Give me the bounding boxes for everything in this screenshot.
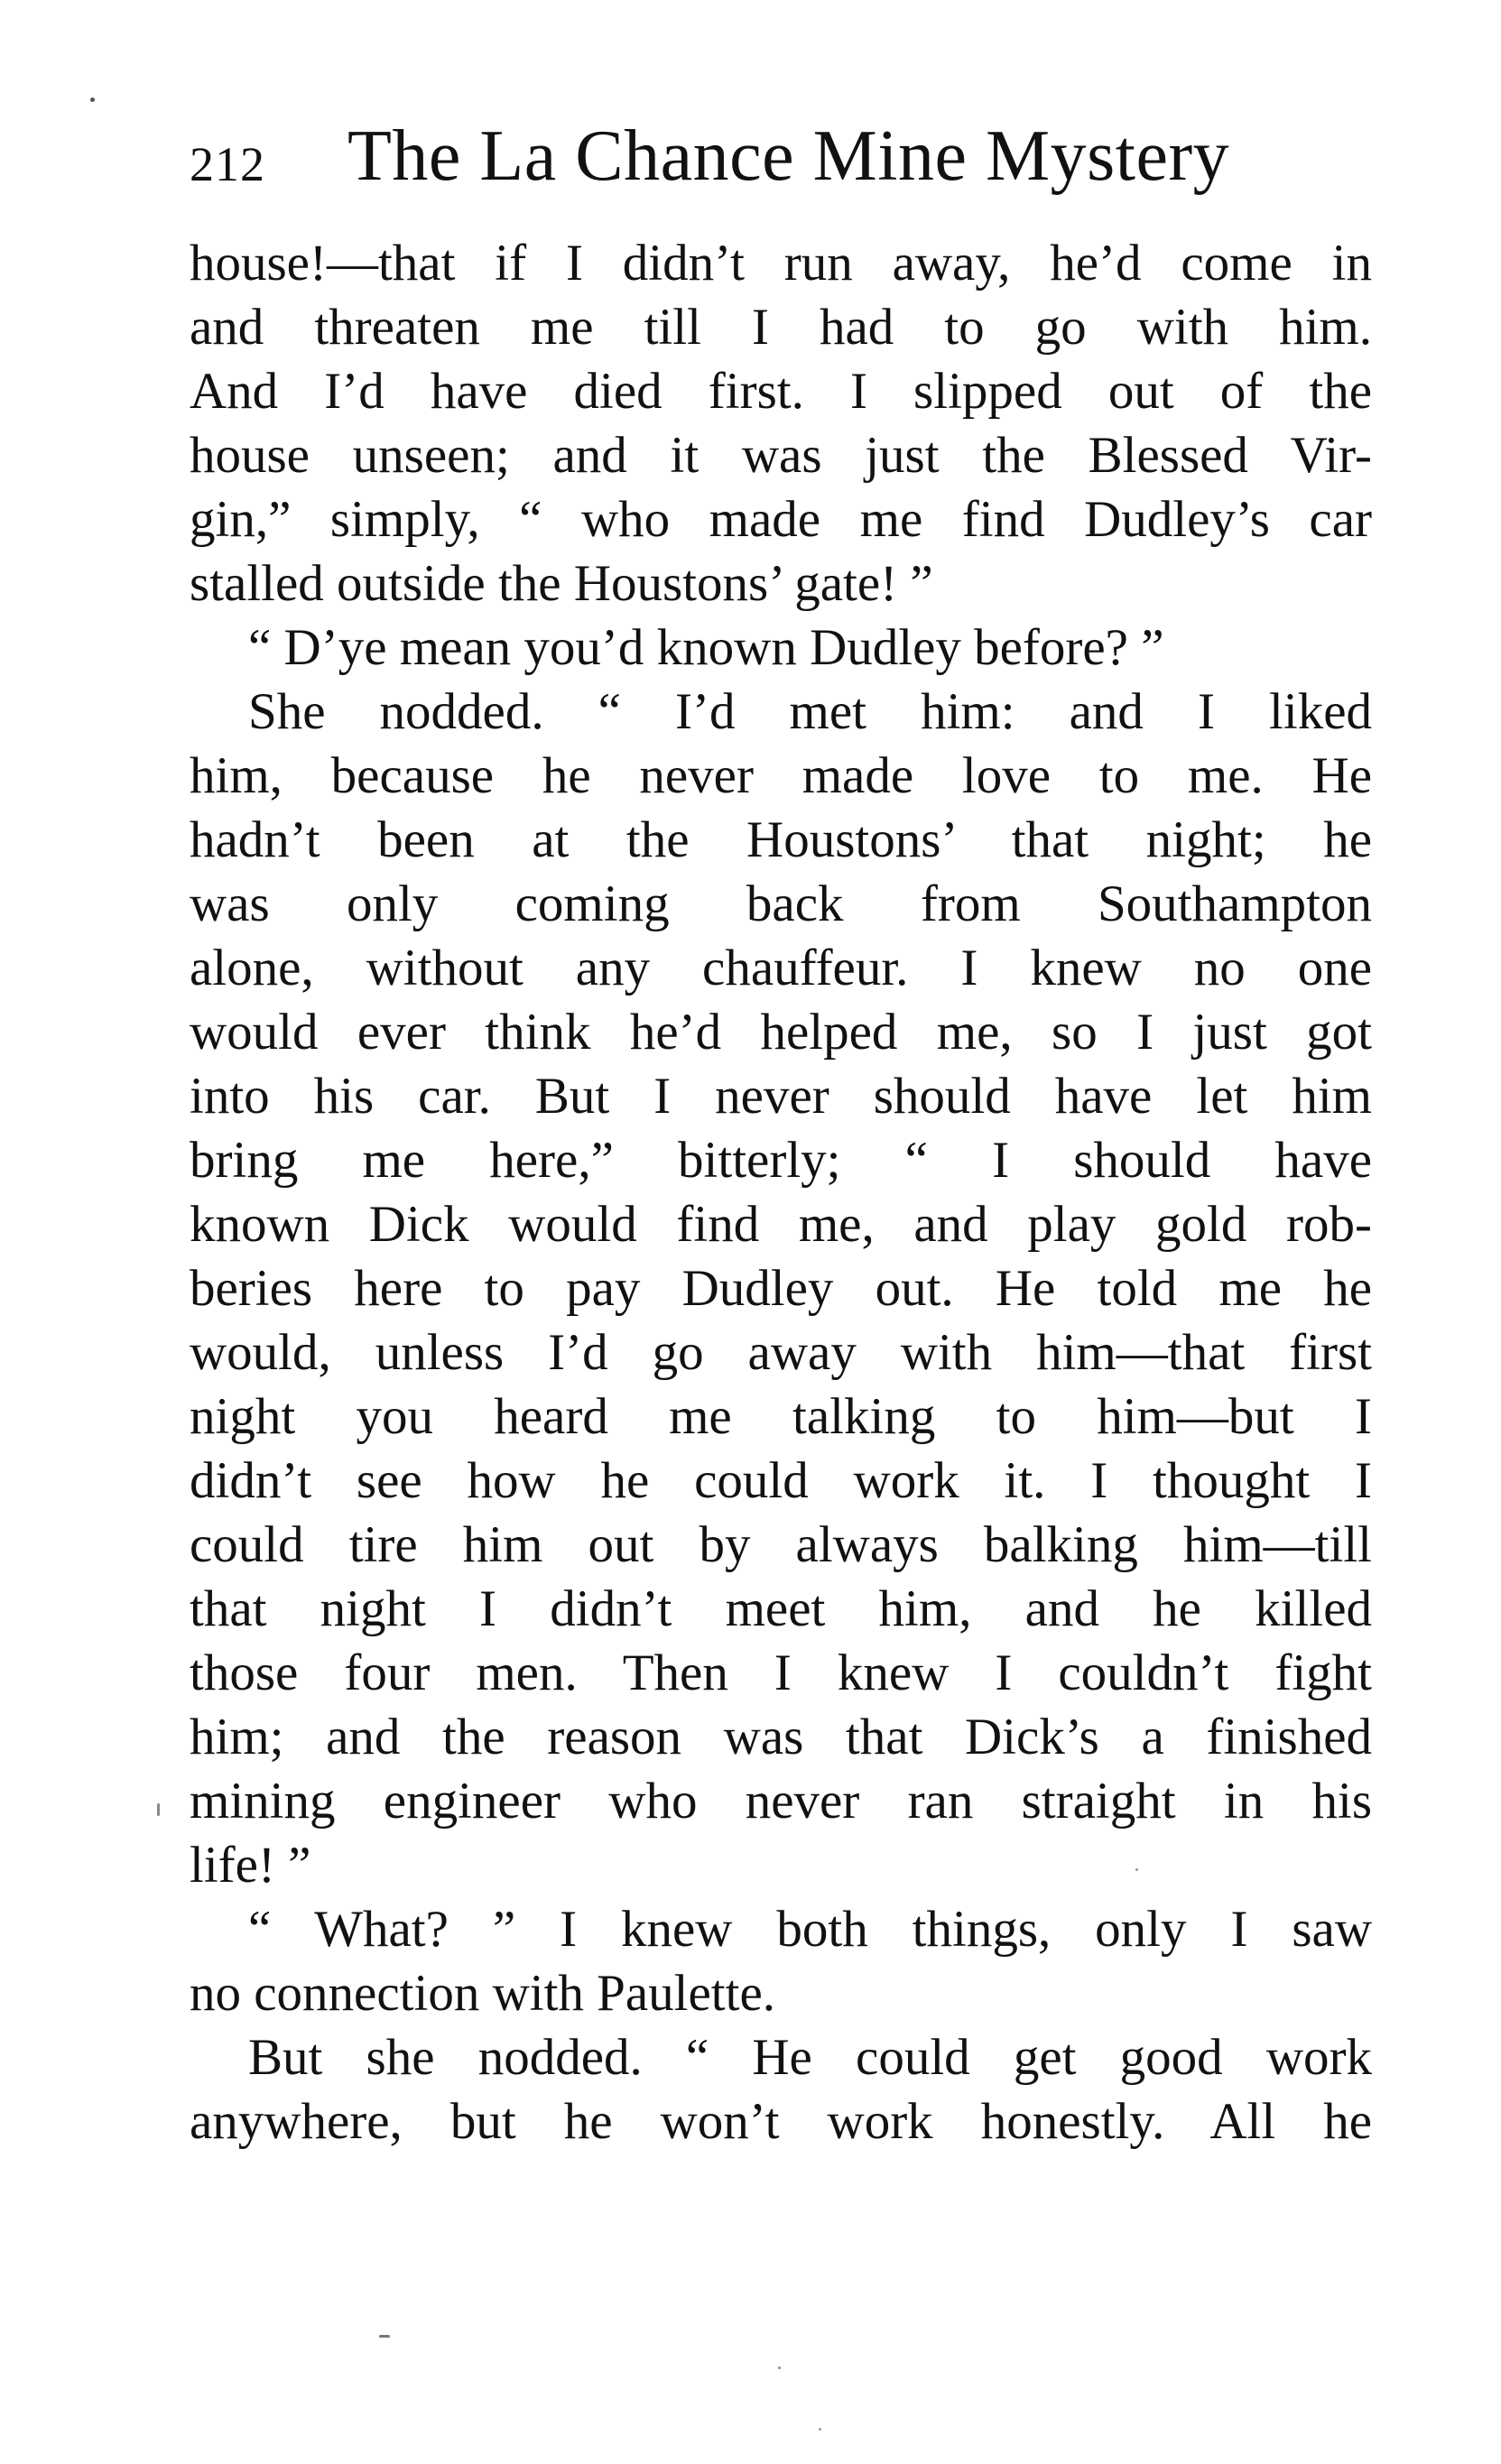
paper-speck (1135, 1868, 1138, 1871)
text-line: those four men. Then I knew I couldn’t fight (190, 1644, 1372, 1701)
text-line: into his car. But I never should have let him (190, 1068, 1372, 1125)
text-line: known Dick would find me, and play gold rob- (190, 1196, 1372, 1253)
text-line: could tire him out by always balking him—till (190, 1516, 1372, 1573)
text-line: But she nodded. “ He could get good work (248, 2029, 1372, 2086)
paper-speck (157, 1803, 160, 1816)
text-line: stalled outside the Houstons’ gate! ” (190, 555, 933, 612)
text-line: no connection with Paulette. (190, 1965, 776, 2022)
text-line: life! ” (190, 1837, 311, 1894)
text-line: didn’t see how he could work it. I thought I (190, 1452, 1372, 1509)
page-header (190, 107, 1372, 206)
paper-speck (379, 2335, 390, 2338)
paper-speck (90, 97, 95, 102)
text-line: mining engineer who never ran straight in his (190, 1773, 1372, 1829)
paper-speck (819, 2428, 821, 2431)
text-line: and threaten me till I had to go with him. (190, 299, 1372, 356)
text-line: And I’d have died first. I slipped out of the (190, 363, 1372, 420)
text-line: beries here to pay Dudley out. He told me he (190, 1260, 1372, 1317)
text-line: gin,” simply, “ who made me find Dudley’s car (190, 491, 1372, 548)
text-line: bring me here,” bitterly; “ I should have (190, 1132, 1372, 1189)
text-line: was only coming back from Southampton (190, 875, 1372, 932)
text-line: house unseen; and it was just the Blessed Vir- (190, 427, 1372, 484)
body-text (190, 231, 1372, 2154)
text-line: “ D’ye mean you’d known Dudley before? ” (248, 619, 1164, 676)
text-line: him, because he never made love to me. He (190, 747, 1372, 804)
text-line: would, unless I’d go away with him—that first (190, 1324, 1372, 1381)
text-line: “ What? ” I knew both things, only I saw (248, 1901, 1372, 1958)
text-line: house!—that if I didn’t run away, he’d come in (190, 235, 1372, 292)
page-number: 212 (190, 137, 265, 191)
text-line: him; and the reason was that Dick’s a finished (190, 1709, 1372, 1765)
text-line: She nodded. “ I’d met him: and I liked (248, 683, 1372, 740)
paper-speck (778, 2367, 781, 2369)
running-title: The La Chance Mine Mystery (347, 116, 1230, 196)
text-line: that night I didn’t meet him, and he killed (190, 1580, 1372, 1637)
text-line: alone, without any chauffeur. I knew no one (190, 940, 1372, 996)
text-line: anywhere, but he won’t work honestly. All he (190, 2093, 1372, 2150)
text-line: hadn’t been at the Houstons’ that night; he (190, 811, 1372, 868)
text-line: would ever think he’d helped me, so I just got (190, 1004, 1372, 1061)
text-line: night you heard me talking to him—but I (190, 1388, 1372, 1445)
